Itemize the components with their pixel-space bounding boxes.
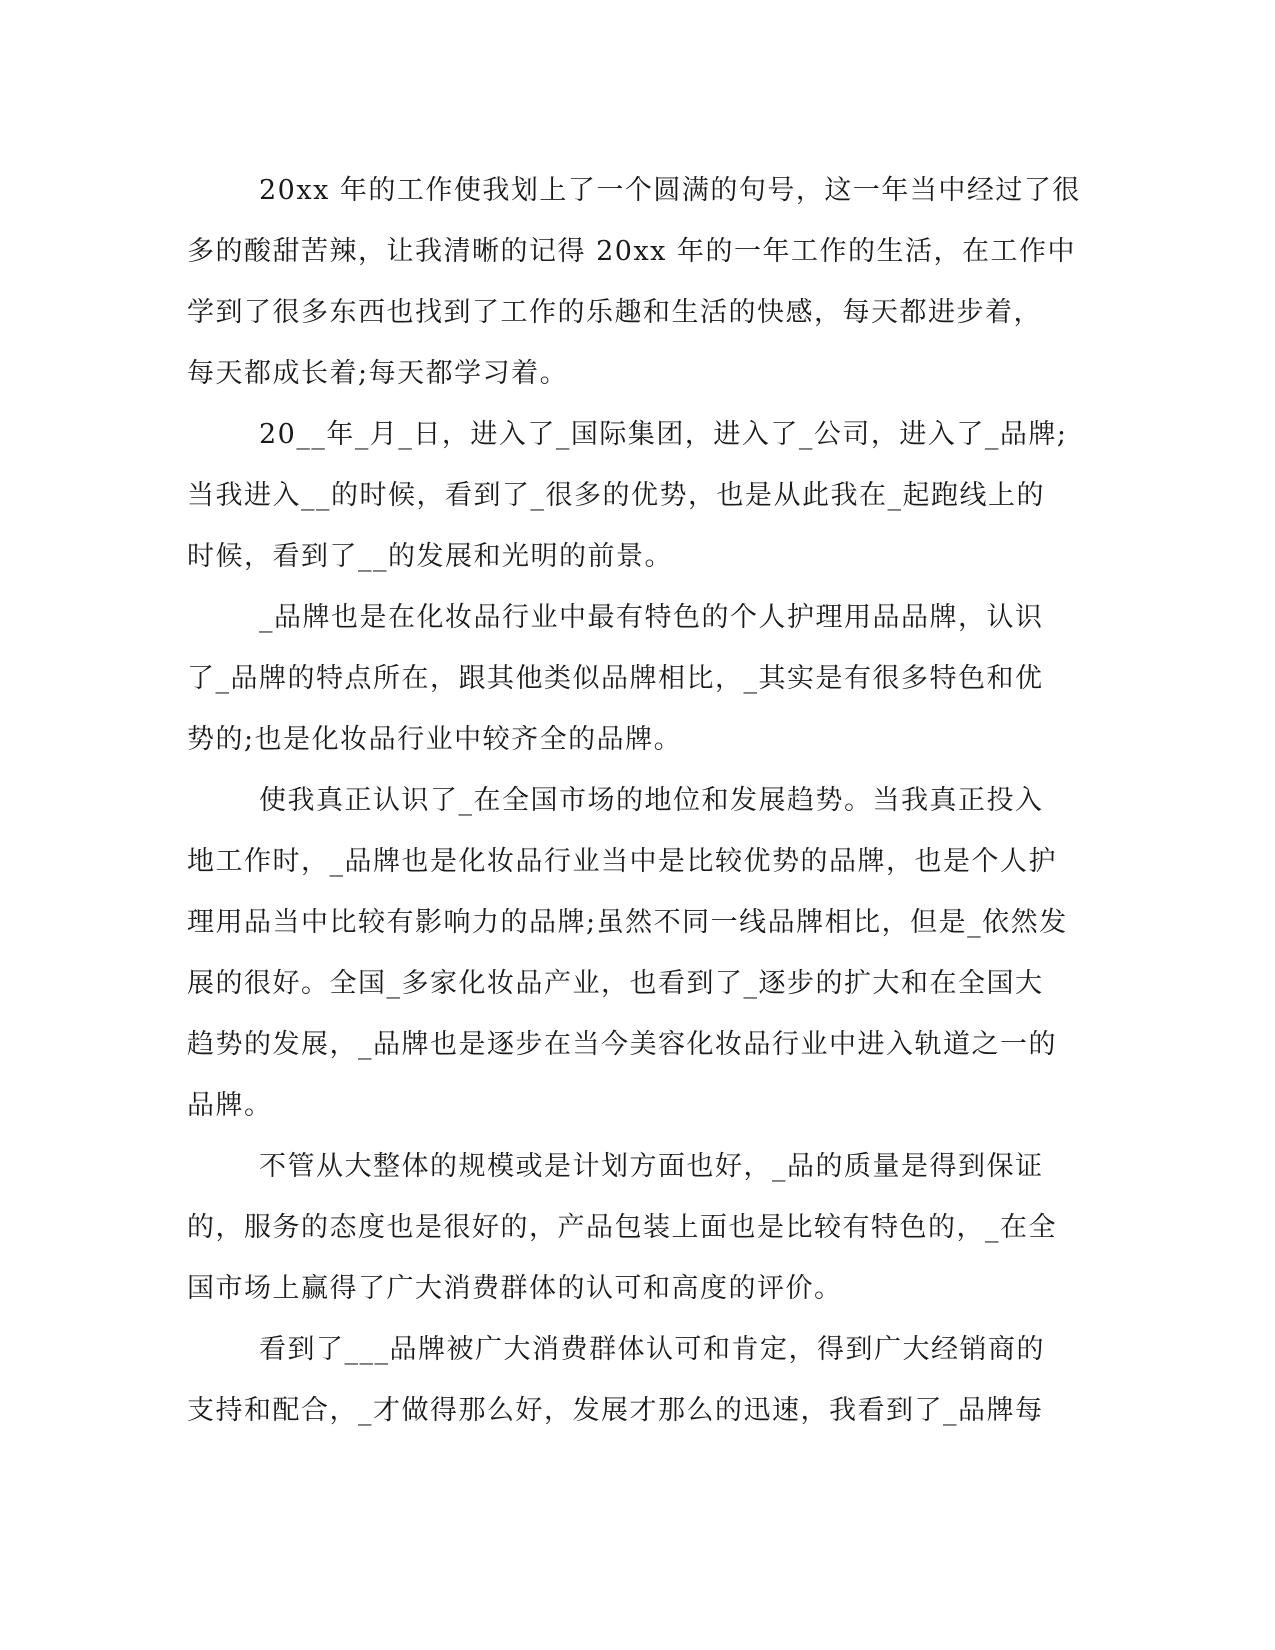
text-line: 不管从大整体的规模或是计划方面也好，_品的质量是得到保证 <box>259 1151 1044 1182</box>
text-line: 学到了很多东西也找到了工作的乐趣和生活的快感，每天都进步着， <box>187 297 1042 328</box>
text-line: 展的很好。全国_多家化妆品产业，也看到了_逐步的扩大和在全国大 <box>187 968 1044 999</box>
text-line: 支持和配合，_才做得那么好，发展才那么的迅速，我看到了_品牌每 <box>187 1395 1044 1426</box>
paragraph-6 <box>187 1319 1077 1441</box>
text-line: 20xx 年的工作使我划上了一个圆满的句号，这一年当中经过了很 <box>259 175 1081 206</box>
text-line: 每天都成长着;每天都学习着。 <box>187 358 569 389</box>
text-line: 趋势的发展，_品牌也是逐步在当今美容化妆品行业中进入轨道之一的 <box>187 1029 1057 1060</box>
text-line: 多的酸甜苦辣，让我清晰的记得 20xx 年的一年工作的生活，在工作中 <box>187 236 1076 267</box>
text-line: 势的;也是化妆品行业中较齐全的品牌。 <box>187 724 683 755</box>
text-line: 20__年_月_日，进入了_国际集团，进入了_公司，进入了_品牌; <box>259 419 1068 450</box>
text-line: 看到了___品牌被广大消费群体认可和肯定，得到广大经销商的 <box>259 1334 1045 1365</box>
paragraph-1 <box>187 160 1081 404</box>
text-line: 品牌。 <box>187 1090 273 1121</box>
text-line: 国市场上赢得了广大消费群体的认可和高度的评价。 <box>187 1273 843 1304</box>
paragraph-4 <box>187 770 1077 1136</box>
paragraph-5 <box>187 1136 1077 1319</box>
text-line: 理用品当中比较有影响力的品牌;虽然不同一线品牌相比，但是_依然发 <box>187 907 1068 938</box>
text-line: 使我真正认识了_在全国市场的地位和发展趋势。当我真正投入 <box>259 785 1044 816</box>
text-line: 了_品牌的特点所在，跟其他类似品牌相比，_其实是有很多特色和优 <box>187 663 1044 694</box>
text-line: 的，服务的态度也是很好的，产品包装上面也是比较有特色的，_在全 <box>187 1212 1057 1243</box>
text-line: 时候，看到了__的发展和光明的前景。 <box>187 541 673 572</box>
text-line: 地工作时，_品牌也是化妆品行业当中是比较优势的品牌，也是个人护 <box>187 846 1057 877</box>
document-body <box>187 160 1081 1441</box>
text-line: _品牌也是在化妆品行业中最有特色的个人护理用品品牌，认识 <box>259 602 1044 633</box>
paragraph-3 <box>187 587 1077 770</box>
paragraph-2 <box>187 404 1077 587</box>
text-line: 当我进入__的时候，看到了_很多的优势，也是从此我在_起跑线上的 <box>187 480 1045 511</box>
